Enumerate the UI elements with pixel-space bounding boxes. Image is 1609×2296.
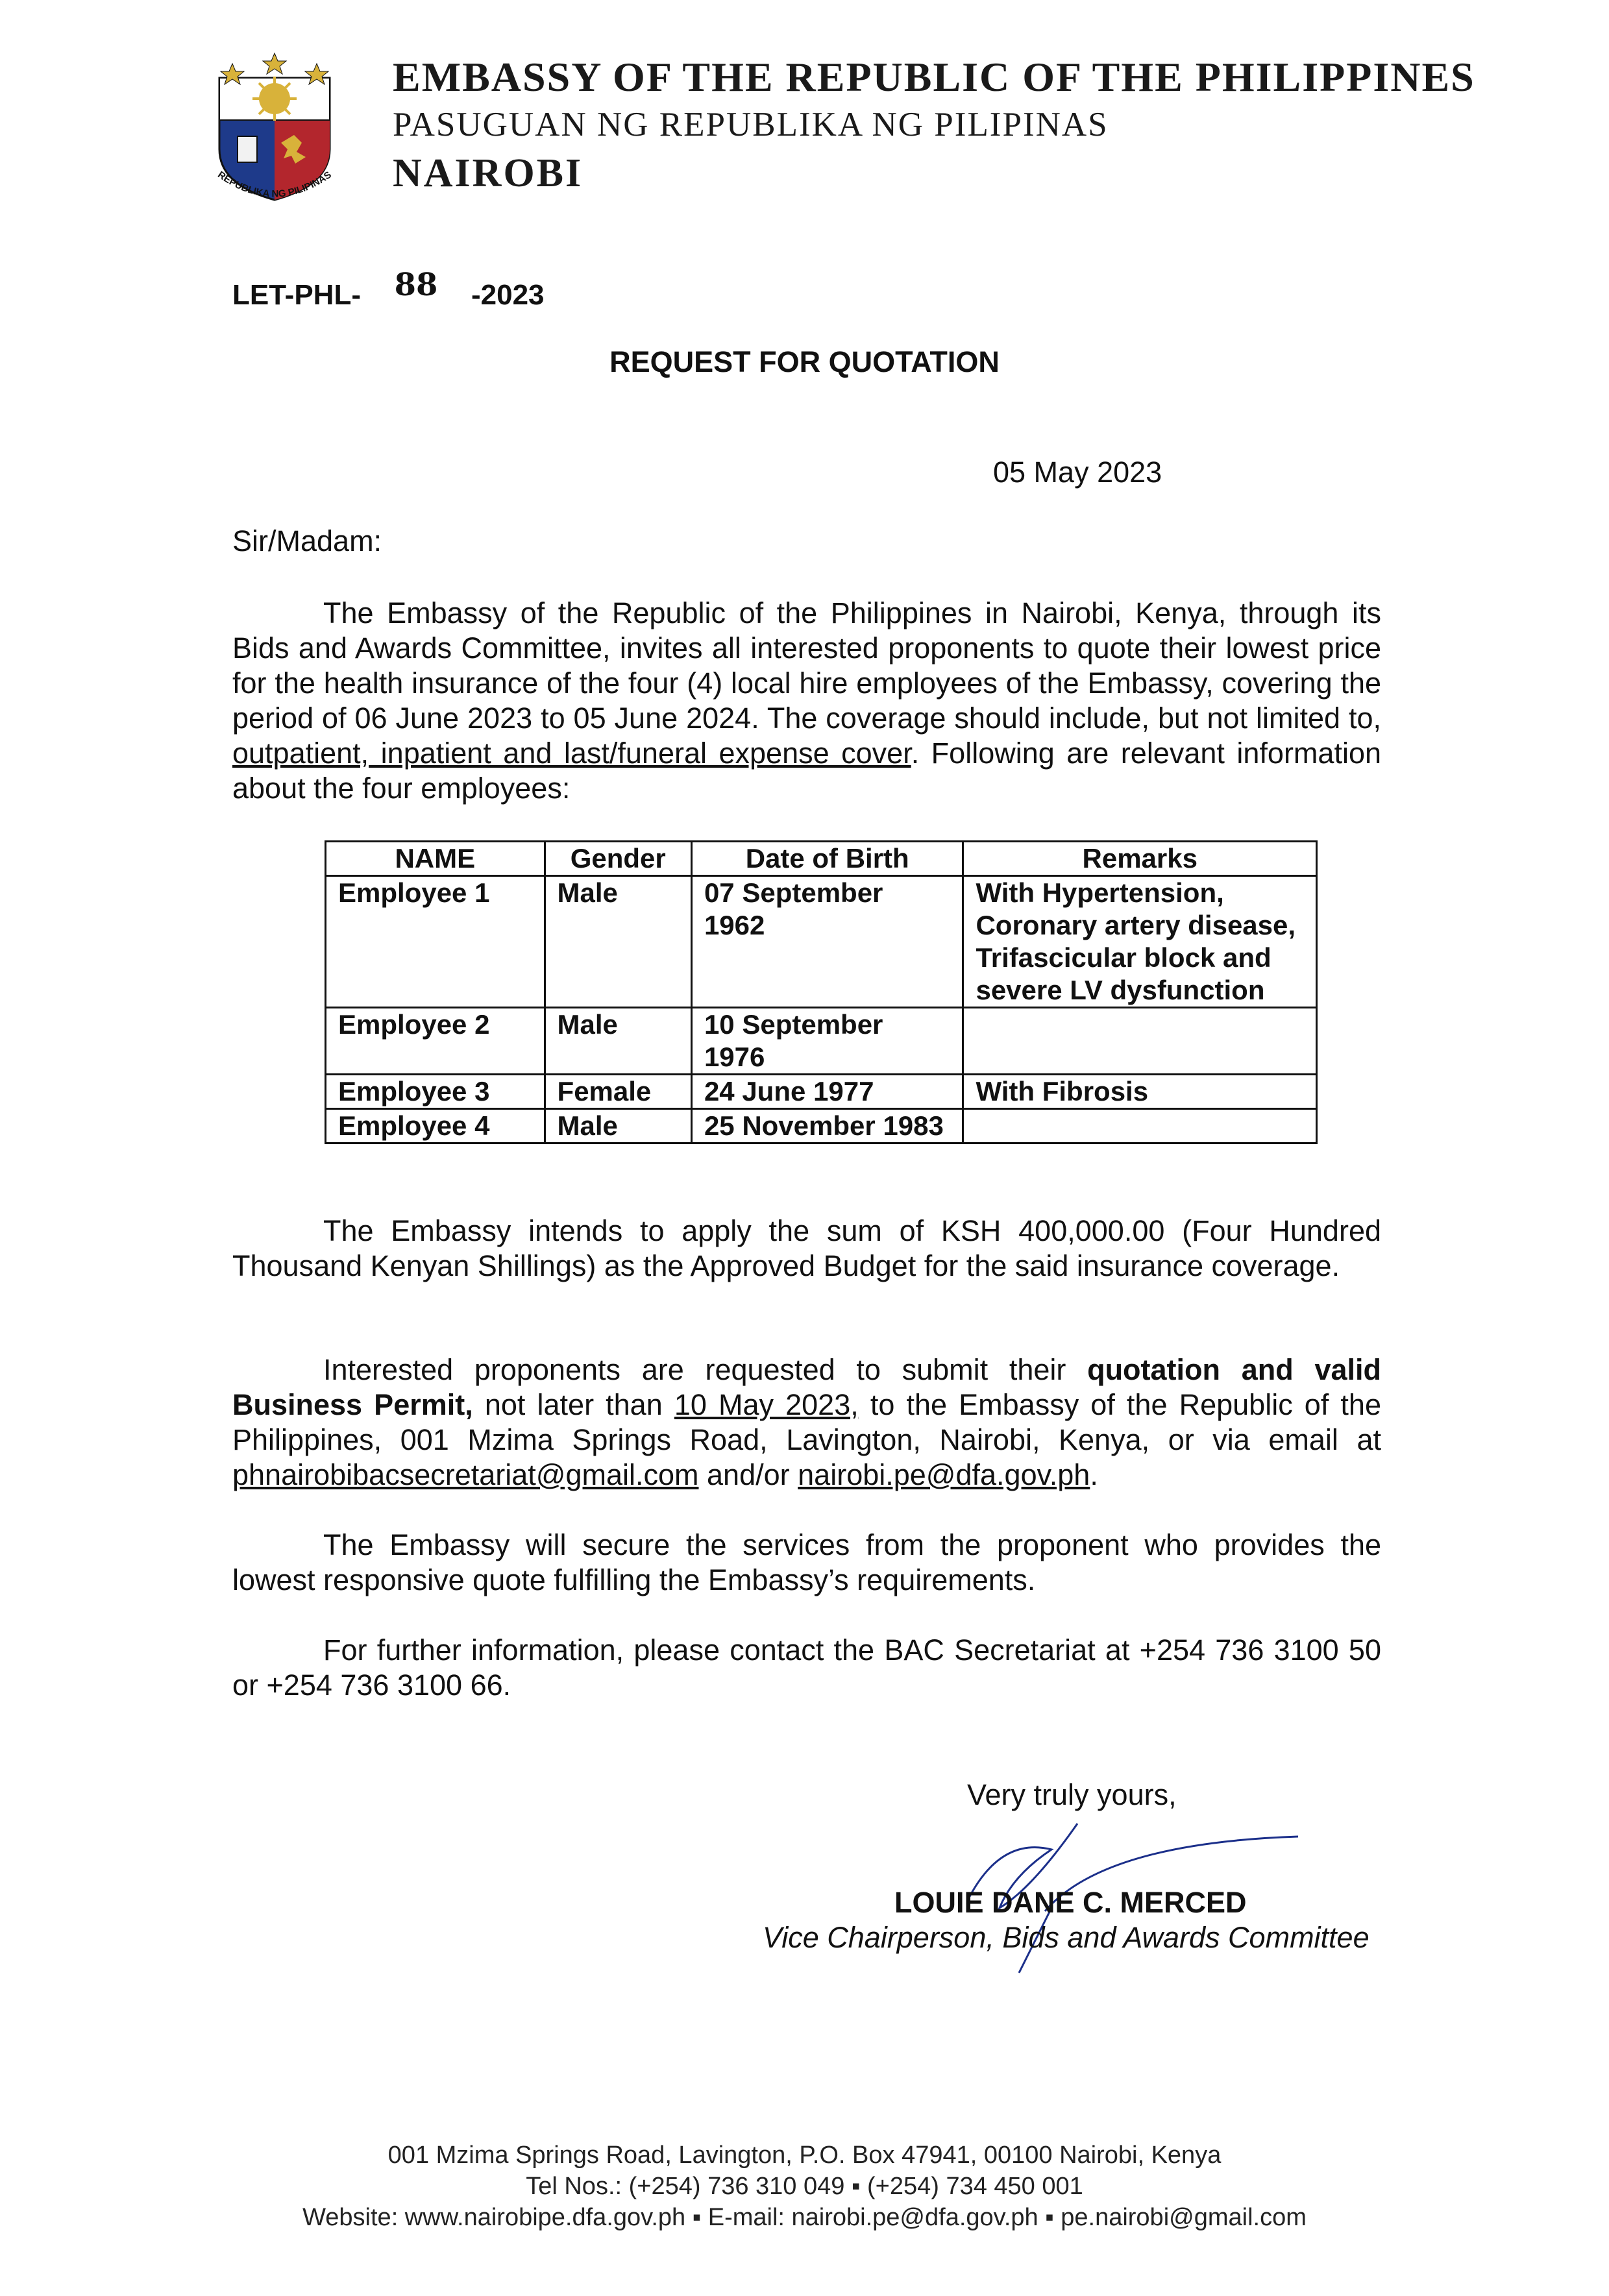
table-cell: Employee 2: [326, 1008, 545, 1075]
employee-table: [325, 840, 1318, 1144]
paragraph-contact: For further information, please contact the BAC Secretariat at +254 736 3100 50 or +254 736 3100 66.: [232, 1633, 1381, 1702]
salutation: Sir/Madam:: [232, 524, 382, 557]
document-title: REQUEST FOR QUOTATION: [609, 345, 1000, 378]
paragraph-submission: Interested proponents are requested to submit their quotation and valid Business Permit, not later than 10 May 2023, to the Embassy of the Republic of the Philippines, 001 Mzima Springs Road, Lavington, Nairobi, Kenya, or via email at phnairobibacsecretariat@gmail.com and/or nairobi.pe@dfa.gov.ph.: [232, 1353, 1381, 1491]
philippine-seal-icon: [206, 52, 343, 214]
table-cell: 07 September 1962: [691, 876, 963, 1008]
footer-telephone: Tel Nos.: (+254) 736 310 049 ▪ (+254) 734 450 001: [526, 2173, 1083, 2200]
table-cell: 10 September 1976: [691, 1008, 963, 1075]
footer-website-email: Website: www.nairobipe.dfa.gov.ph ▪ E-mail: nairobi.pe@dfa.gov.ph ▪ pe.nairobi@gmail.com: [302, 2204, 1307, 2231]
table-header: Remarks: [963, 842, 1317, 876]
table-cell: [963, 1109, 1317, 1143]
deadline-date: 10 May 2023,: [674, 1388, 859, 1421]
reference-prefix: LET-PHL-: [232, 279, 361, 311]
table-header: NAME: [326, 842, 545, 876]
table-cell: Employee 1: [326, 876, 545, 1008]
paragraph-award: The Embassy will secure the services from the proponent who provides the lowest responsive quote fulfilling the Embassy’s requirements.: [232, 1528, 1381, 1596]
header-embassy-name: EMBASSY OF THE REPUBLIC OF THE PHILIPPINES: [393, 54, 1475, 100]
table-cell: Male: [545, 1008, 691, 1075]
coverage-underlined: outpatient, inpatient and last/funeral expense cover: [232, 737, 911, 770]
table-cell: 25 November 1983: [691, 1109, 963, 1143]
letter-date: 05 May 2023: [993, 456, 1162, 489]
table-cell: 24 June 1977: [691, 1075, 963, 1109]
table-cell: Male: [545, 1109, 691, 1143]
reference-handwritten-number: 88: [394, 267, 438, 303]
reference-number: [232, 267, 545, 312]
table-header-row: [326, 842, 1317, 876]
paragraph-budget: The Embassy intends to apply the sum of KSH 400,000.00 (Four Hundred Thousand Kenyan Shillings) as the Approved Budget for the said insurance coverage.: [232, 1214, 1381, 1282]
table-row: [326, 1008, 1317, 1075]
signatory-title: Vice Chairperson, Bids and Awards Committee: [763, 1921, 1369, 1954]
table-cell: With Fibrosis: [963, 1075, 1317, 1109]
requirements-bold: quotation and valid Business Permit,: [232, 1353, 1381, 1421]
table-cell: Female: [545, 1075, 691, 1109]
table-cell: Male: [545, 876, 691, 1008]
table-header: Gender: [545, 842, 691, 876]
email-link-bac[interactable]: phnairobibacsecretariat@gmail.com: [232, 1458, 699, 1491]
table-cell: [963, 1008, 1317, 1075]
reference-suffix: -2023: [471, 279, 545, 311]
table-row: [326, 1109, 1317, 1143]
closing: Very truly yours,: [967, 1778, 1177, 1811]
email-link-embassy[interactable]: nairobi.pe@dfa.gov.ph: [798, 1458, 1090, 1491]
table-cell: Employee 3: [326, 1075, 545, 1109]
table-row: [326, 1075, 1317, 1109]
footer-address: 001 Mzima Springs Road, Lavington, P.O. Box 47941, 00100 Nairobi, Kenya: [387, 2142, 1222, 2169]
table-header: Date of Birth: [691, 842, 963, 876]
table-cell: With Hypertension, Coronary artery disease, Trifascicular block and severe LV dysfunction: [963, 876, 1317, 1008]
table-cell: Employee 4: [326, 1109, 545, 1143]
header-filipino-name: PASUGUAN NG REPUBLIKA NG PILIPINAS: [393, 106, 1109, 143]
header-city: NAIROBI: [393, 151, 583, 195]
seal-text: REPUBLIKA NG PILIPINAS: [215, 169, 334, 200]
paragraph-invitation: The Embassy of the Republic of the Philippines in Nairobi, Kenya, through its Bids and Awards Committee, invites all interested proponents to quote their lowest price for the health insurance of the four (4) local hire employees of the Embassy, covering the period of 06 June 2023 to 05 June 2024. The coverage should include, but not limited to, outpatient, inpatient and last/funeral expense cover. Following are relevant information about the four employees:: [232, 596, 1381, 805]
signatory-name: LOUIE DANE C. MERCED: [894, 1886, 1247, 1919]
table-row: [326, 876, 1317, 1008]
